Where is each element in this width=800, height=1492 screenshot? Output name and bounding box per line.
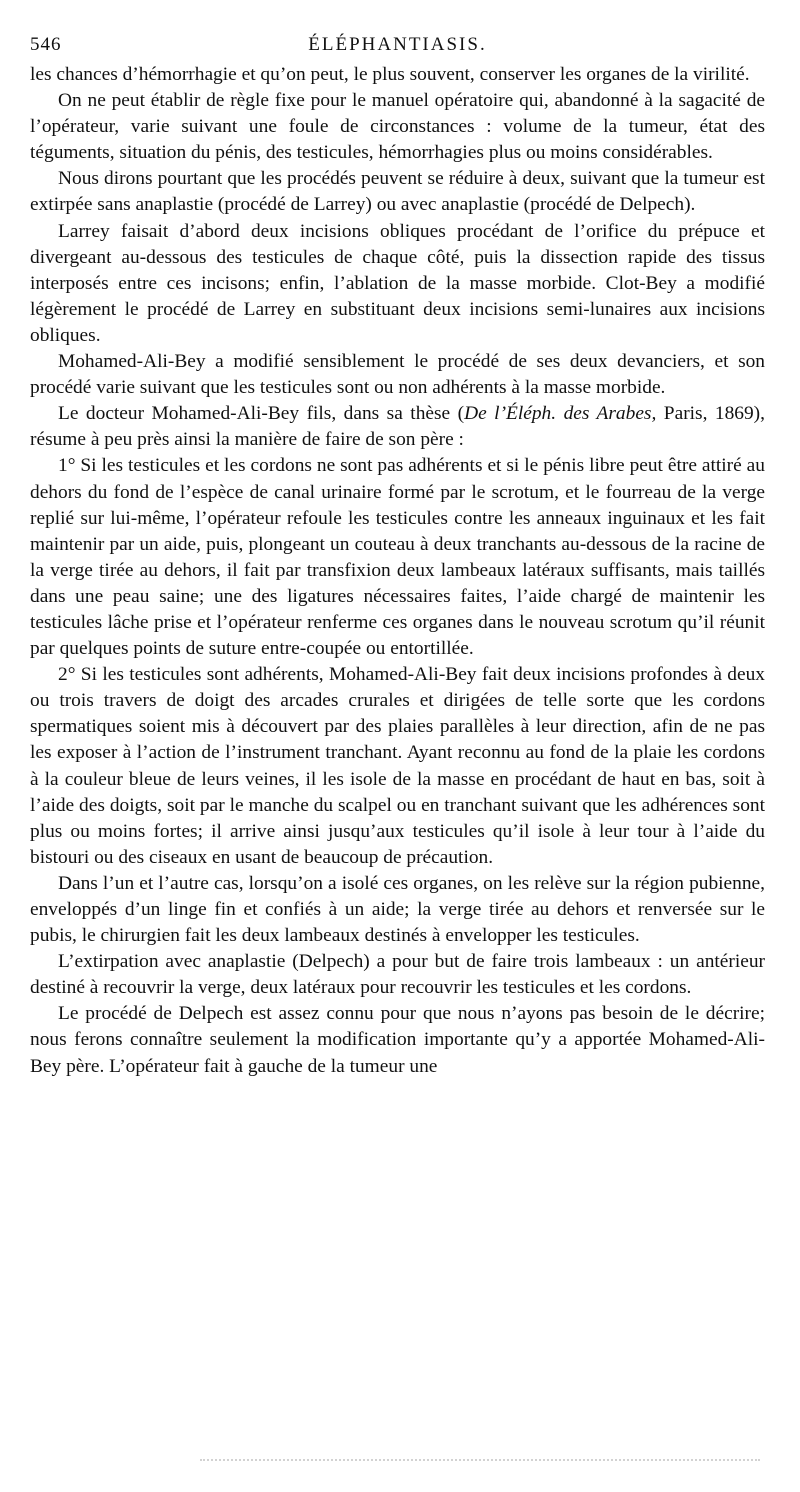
paragraph: Larrey faisait d’abord deux incisions obliques procédant de l’orifice du prépuce et divergeant au-dessous des testicules de chaque côté, puis la dissection rapide des tissus interposés entre ces incisons; enfin, l’ablation de la masse morbide. Clot-Bey a modifié légèrement le procédé de Larrey en substituant deux incisions semi-lunaires aux incisions obliques.: [30, 220, 765, 346]
paragraph: On ne peut établir de règle fixe pour le manuel opératoire qui, abandonné à la sagacité de l’opérateur, varie suivant une foule de circonstances : volume de la tumeur, état des téguments, situation du pénis, des testicules, hémorrhagies plus ou moins considérables.: [30, 90, 765, 164]
paragraph: 2° Si les testicules sont adhérents, Mohamed-Ali-Bey fait deux incisions profondes à deux ou trois travers de doigt des arcades crurales et dirigées de telle sorte que les cordons spermatiques soient mis à découvert par des plaies parallèles à leur direction, afin de ne pas les exposer à l’action de l’instrument tranchant. Ayant reconnu au fond de la plaie les cordons à la couleur bleue de leurs veines, il les isole de la masse en procédant de haut en bas, soit à l’aide des doigts, soit par le manche du scalpel ou en tranchant suivant que les adhérences sont plus ou moins fortes; il arrive ainsi jusqu’aux testicules qu’il isole à leur tour à l’aide du bistouri ou des ciseaux en usant de beaucoup de précaution.: [30, 664, 765, 868]
citation-paragraph: [30, 401, 765, 453]
paragraph: 1° Si les testicules et les cordons ne sont pas adhérents et si le pénis libre peut être attiré au dehors du fond de l’espèce de canal urinaire formé par le scrotum, et le fourreau de la verge replié sur lui-même, l’opérateur refoule les testicules contre les anneaux inguinaux et les fait maintenir par un aide, puis, plongeant un couteau à deux tranchants au-dessous de la racine de la verge tirée au dehors, il fait par transfixion deux lambeaux latéraux suffisants, mais taillés dans une peau saine; une des ligatures nécessaires faites, l’aide chargé de maintenir les testicules lâche prise et l’opérateur renferme ces organes dans le nouveau scrotum qu’il réunit par quelques points de suture entre-coupée ou entortillée.: [30, 455, 765, 660]
running-title: ÉLÉPHANTIASIS.: [308, 34, 487, 55]
bleed-through-marks: [200, 1455, 760, 1461]
body-text: [30, 62, 765, 1080]
paragraph: les chances d’hémorrhagie et qu’on peut, le plus souvent, conserver les organes de la virilité.: [30, 64, 750, 85]
paragraph: Le procédé de Delpech est assez connu pour que nous n’ayons pas besoin de le décrire; nous ferons connaître seulement la modification importante qu’y a apportée Mohamed-Ali-Bey père. L’opérateur fait à gauche de la tumeur une: [30, 1003, 765, 1077]
page-number: 546: [30, 34, 62, 55]
paragraph: Mohamed-Ali-Bey a modifié sensiblement le procédé de ses deux devanciers, et son procédé varie suivant que les testicules sont ou non adhérents à la masse morbide.: [30, 351, 765, 399]
citation-text-before: Le docteur Mohamed-Ali-Bey fils, dans sa thèse (: [58, 403, 465, 425]
citation-text-after: Paris, 1869), résume à peu près ainsi la manière de faire de son père :: [30, 403, 765, 451]
paragraph: L’extirpation avec anaplastie (Delpech) a pour but de faire trois lambeaux : un antérieur destiné à recouvrir la verge, deux latéraux pour recouvrir les testicules et les cordons.: [30, 951, 765, 999]
page-header: [30, 28, 765, 62]
paragraph: Nous dirons pourtant que les procédés peuvent se réduire à deux, suivant que la tumeur est extirpée sans anaplastie (procédé de Larrey) ou avec anaplastie (procédé de Delpech).: [30, 168, 765, 216]
book-page: [30, 28, 765, 1080]
thesis-title: De l’Éléph. des Arabes,: [464, 403, 657, 425]
paragraph: Dans l’un et l’autre cas, lorsqu’on a isolé ces organes, on les relève sur la région pubienne, enveloppés d’un linge fin et confiés à un aide; la verge tirée au dehors et renversée sur le pubis, le chirurgien fait les deux lambeaux destinés à envelopper les testicules.: [30, 872, 765, 947]
